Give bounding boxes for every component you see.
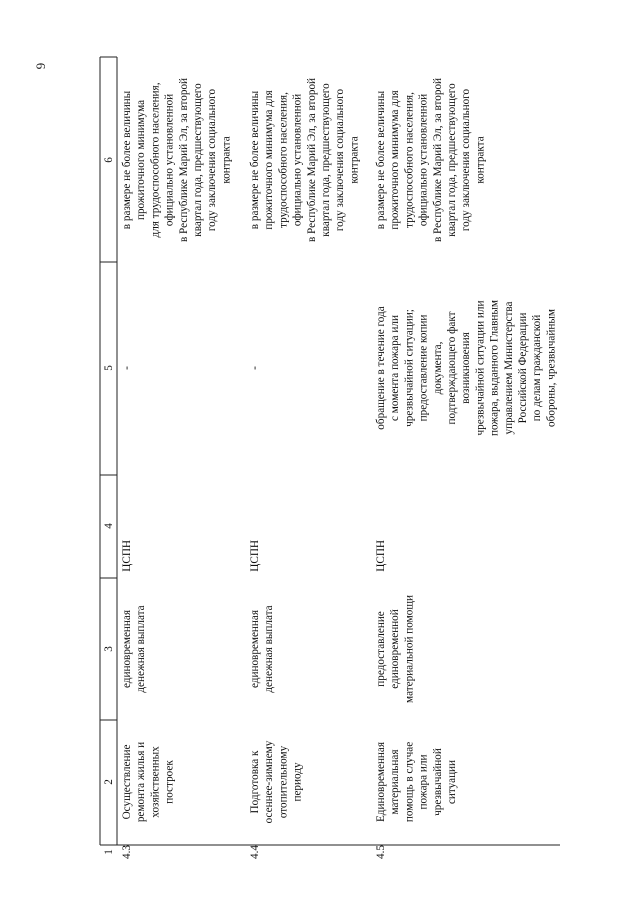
amount: в размере не более величины прожиточного минимума для трудоспособного населения, официально установленной в Республике Марий Эл, за второй квартал года, предшествующего году заключения социального контракта bbox=[121, 77, 233, 243]
column-header-3: 3 bbox=[103, 646, 115, 652]
amount: в размере не более величины прожиточного минимума для трудоспособного населения, официально установленной в Республике Марий Эл, за второй квартал года, предшествующего году заключения социального контракта bbox=[249, 77, 361, 243]
payment-type: единовременная денежная выплата bbox=[121, 605, 148, 693]
column-header-1: 1 bbox=[103, 849, 115, 855]
column-header-6: 6 bbox=[103, 157, 115, 163]
row-number: 4.3 bbox=[121, 845, 133, 859]
page-number: 6 bbox=[33, 62, 49, 70]
row-number: 4.4 bbox=[249, 845, 261, 859]
row-number: 4.5 bbox=[375, 845, 387, 859]
column-header-4: 4 bbox=[103, 523, 115, 529]
measure-name: Подготовка к осеннее-зимнему отопительному периоду bbox=[249, 740, 304, 824]
organization: ЦСПН bbox=[375, 540, 387, 572]
organization: ЦСПН bbox=[121, 540, 133, 572]
table-cells bbox=[103, 78, 557, 859]
amount: в размере не более величины прожиточного минимума для трудоспособного населения, официально установленной в Республике Марий Эл, за второй квартал года, предшествующего году заключения социального контракта bbox=[375, 77, 487, 243]
column-header-5: 5 bbox=[103, 365, 115, 371]
organization: ЦСПН bbox=[249, 540, 261, 572]
condition: обращение в течение года с момента пожара или чрезвычайной ситуации; предоставление копии документа, подтверждающего факт возникновения чрезвычайной ситуации или пожара, выданного Главным управлением Министерства Российской Федерации по делам гражданской обороны, чрезвычайным bbox=[375, 300, 558, 436]
measure-name: Осуществление ремонта жилья и хозяйственных построек bbox=[121, 741, 176, 823]
payment-type: предоставление единовременной материальной помощи bbox=[375, 595, 416, 703]
condition: - bbox=[121, 366, 133, 370]
payment-type: единовременная денежная выплата bbox=[249, 605, 276, 693]
column-header-2: 2 bbox=[103, 779, 115, 785]
condition: - bbox=[249, 366, 261, 370]
measure-name: Единовременная материальная помощь в случае пожара или чрезвычайной ситуации bbox=[375, 741, 458, 823]
